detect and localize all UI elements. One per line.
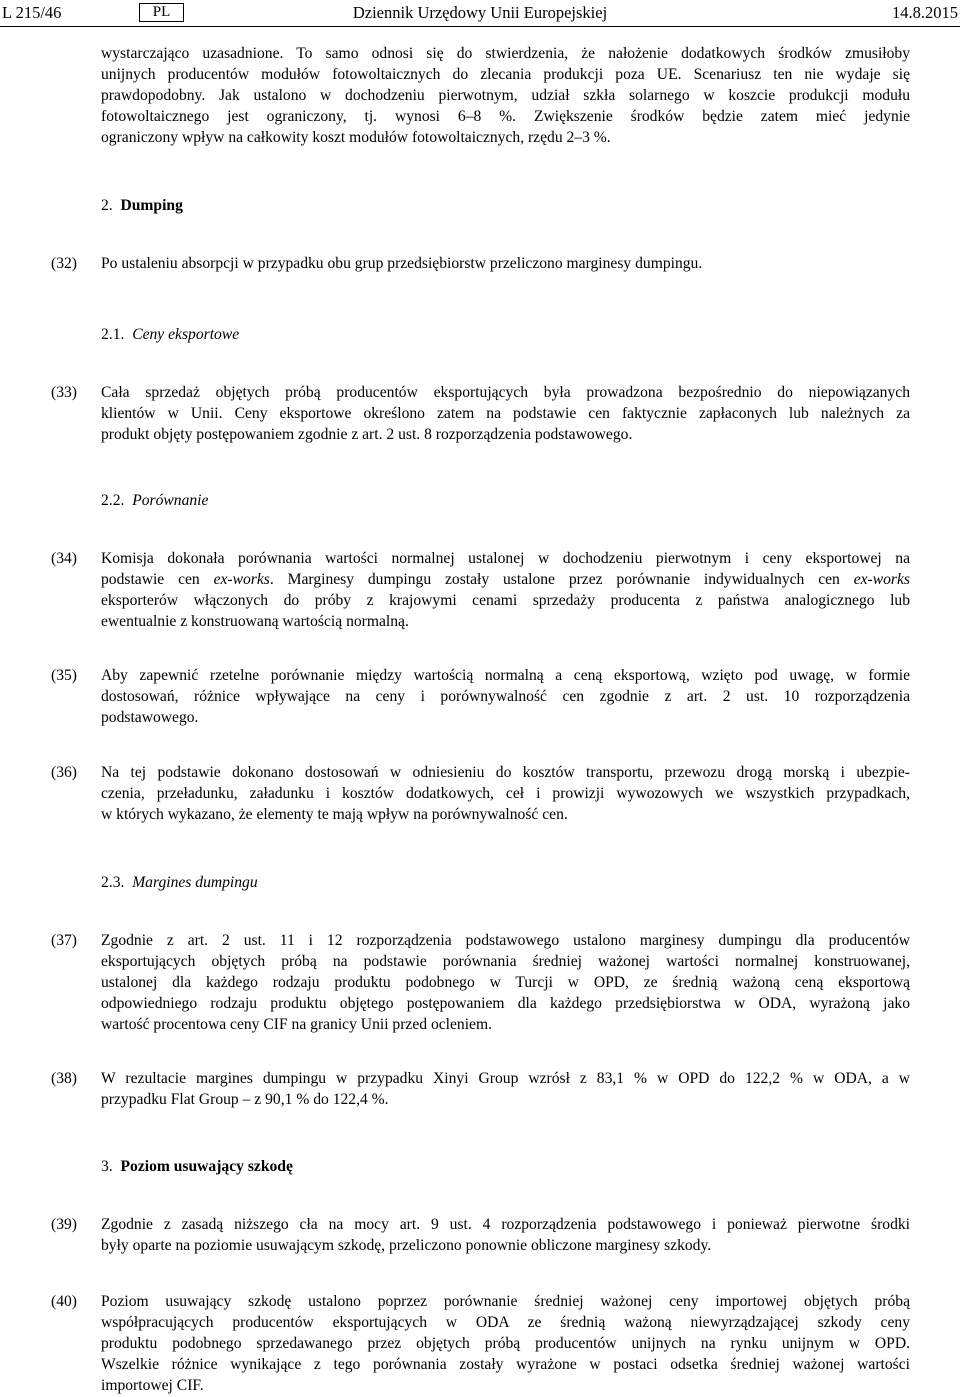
section-title: Porównanie [132,492,209,509]
text-line: fotowoltaicznego jest ograniczony, tj. wynosi 6–8 %. Zwiększenie środków będzie zatem mieć jedynie [101,107,910,125]
paragraph-number: (34) [51,550,77,567]
text-line: Wszelkie różnice wynikające z tego porównania zostały wyrażone w postaci odsetka średniej ważonej wartości [101,1355,910,1373]
section-title: Dumping [120,197,183,214]
section-number: 2.3. [101,874,125,891]
paragraph-number: (33) [51,384,77,401]
subsection-heading-dumping-margin [101,872,258,893]
publication-date: 14.8.2015 [892,3,958,22]
text-line: wartość procentowa ceny CIF na granicy Unii przed ocleniem. [101,1015,493,1033]
language-badge: PL [139,3,184,22]
text-line: Po ustaleniu absorpcji w przypadku obu grup przedsiębiorstw przeliczono marginesy dumpingu. [101,255,703,272]
text-line: były oparte na poziomie usuwającym szkodę, przeliczono ponownie obliczone marginesy szkody. [101,1236,712,1254]
text-line: eksportujących objętych próbą na podstawie porównania średniej ważonej wartości normalnej konstruowanej, [101,952,910,970]
paragraph-number: (40) [51,1293,77,1310]
italic-term: ex-works [213,570,270,588]
text-line: eksporterów włączonych do próby z krajowymi cenami sprzedaży producenta z państwa analogicznego lub [101,591,910,609]
journal-title: Dziennik Urzędowy Unii Europejskiej [352,3,608,22]
paragraph-number: (35) [51,667,77,684]
text-line: produktu podobnego sprzedawanego przez objętych próbą producentów unijnych na rynku unijnym w OPD. [101,1334,910,1352]
text-line: prawdopodobny. Jak ustalono w dochodzeniu pierwotnym, udział szkła solarnego w koszcie produkcji modułu [101,86,910,104]
text-line: odpowiedniego rodzaju produktu objętego postępowaniem dla każdego przedsiębiorstwa w ODA, wyrażoną jako [101,994,910,1012]
text-line: Zgodnie z art. 2 ust. 11 i 12 rozporządzenia podstawowego ustalono marginesy dumpingu dla producentów [101,932,910,949]
paragraph-number: (36) [51,764,77,781]
text-line: klientów w Unii. Ceny eksportowe określono zatem na podstawie cen faktycznie zapłaconych lub należnych za [101,404,910,422]
italic-term: ex-works [853,570,910,588]
text-line: ustalonej dla każdego rodzaju produktu podobnego w Turcji w OPD, ze średnią ważoną ceną eksportową [101,973,910,991]
text-line: W rezultacie margines dumpingu w przypadku Xinyi Group wzrósł z 83,1 % w OPD do 122,2 % w ODA, a w [101,1070,910,1087]
subsection-heading-comparison [101,490,208,511]
text-line: Komisja dokonała porównania wartości normalnej ustalonej w dochodzeniu pierwotnym i ceny eksportowej na [101,550,910,567]
section-heading-injury-level [101,1156,293,1177]
text-line [101,570,910,591]
text-line: Poziom usuwający szkodę ustalono poprzez porównanie średniej ważonej ceny importowej objętych próbą [101,1293,910,1310]
paragraph-number: (38) [51,1070,77,1087]
section-number: 3. [101,1158,113,1175]
text-line: Aby zapewnić rzetelne porównanie między wartością normalną a ceną eksportową, wzięto pod uwagę, w formie [101,667,910,684]
text-line: Na tej podstawie dokonano dostosowań w odniesieniu do kosztów transportu, przewozu drogą morską i ubezpie- [101,764,910,781]
section-title: Margines dumpingu [132,874,258,891]
paragraph-number: (37) [51,932,77,949]
paragraph-number: (39) [51,1216,77,1233]
continuation-paragraph [101,44,910,149]
section-title: Poziom usuwający szkodę [120,1158,293,1175]
text-line: produkt objęty postępowaniem zgodnie z art. 2 ust. 8 rozporządzenia podstawowego. [101,425,633,443]
text-line: Zgodnie z zasadą niższego cła na mocy art. 9 ust. 4 rozporządzenia podstawowego i ponieważ pierwotne środki [101,1216,910,1233]
section-number: 2.1. [101,326,125,343]
page-reference: L 215/46 [2,3,62,22]
text-run: . Marginesy dumpingu zostały ustalone przez porównanie indywidualnych cen [269,570,854,588]
section-title: Ceny eksportowe [132,326,240,343]
section-number: 2.2. [101,492,125,509]
text-line: importowej CIF. [101,1376,204,1394]
text-line: ewentualnie z konstruowaną wartością normalną. [101,612,409,630]
text-line: współpracujących producentów eksportujących w ODA ze średnią ważoną niewyrządzającej szkody ceny [101,1313,910,1331]
text-line: dostosowań, różnice wpływające na ceny i porównywalność cen zgodnie z art. 2 ust. 10 rozporządzenia [101,687,910,705]
text-line: unijnych producentów modułów fotowoltaicznych do zlecania produkcji poza UE. Scenariusz ten nie wydaje się [101,65,910,83]
section-heading-dumping [101,195,183,216]
text-line: podstawowego. [101,708,199,726]
text-run: podstawie cen [101,570,214,588]
text-line: czenia, przeładunku, załadunku i kosztów dodatkowych, ceł i prowizji wywozowych we wszystkich przypadkach, [101,784,910,802]
section-number: 2. [101,197,113,214]
text-line: ograniczony wpływ na całkowity koszt modułów fotowoltaicznych, rzędu 2–3 %. [101,128,611,146]
paragraph-number: (32) [51,255,77,272]
text-line: przypadku Flat Group – z 90,1 % do 122,4 %. [101,1090,389,1108]
text-line: wystarczająco uzasadnione. To samo odnosi się do stwierdzenia, że nałożenie dodatkowych środków zmusiłoby [101,45,910,62]
page-header [0,0,960,27]
text-line: w których wykazano, że elementy te mają wpływ na porównywalność cen. [101,805,568,823]
subsection-heading-export-prices [101,324,239,345]
text-line: Cała sprzedaż objętych próbą producentów eksportujących była prowadzona bezpośrednio do niepowiązanych [101,384,910,401]
